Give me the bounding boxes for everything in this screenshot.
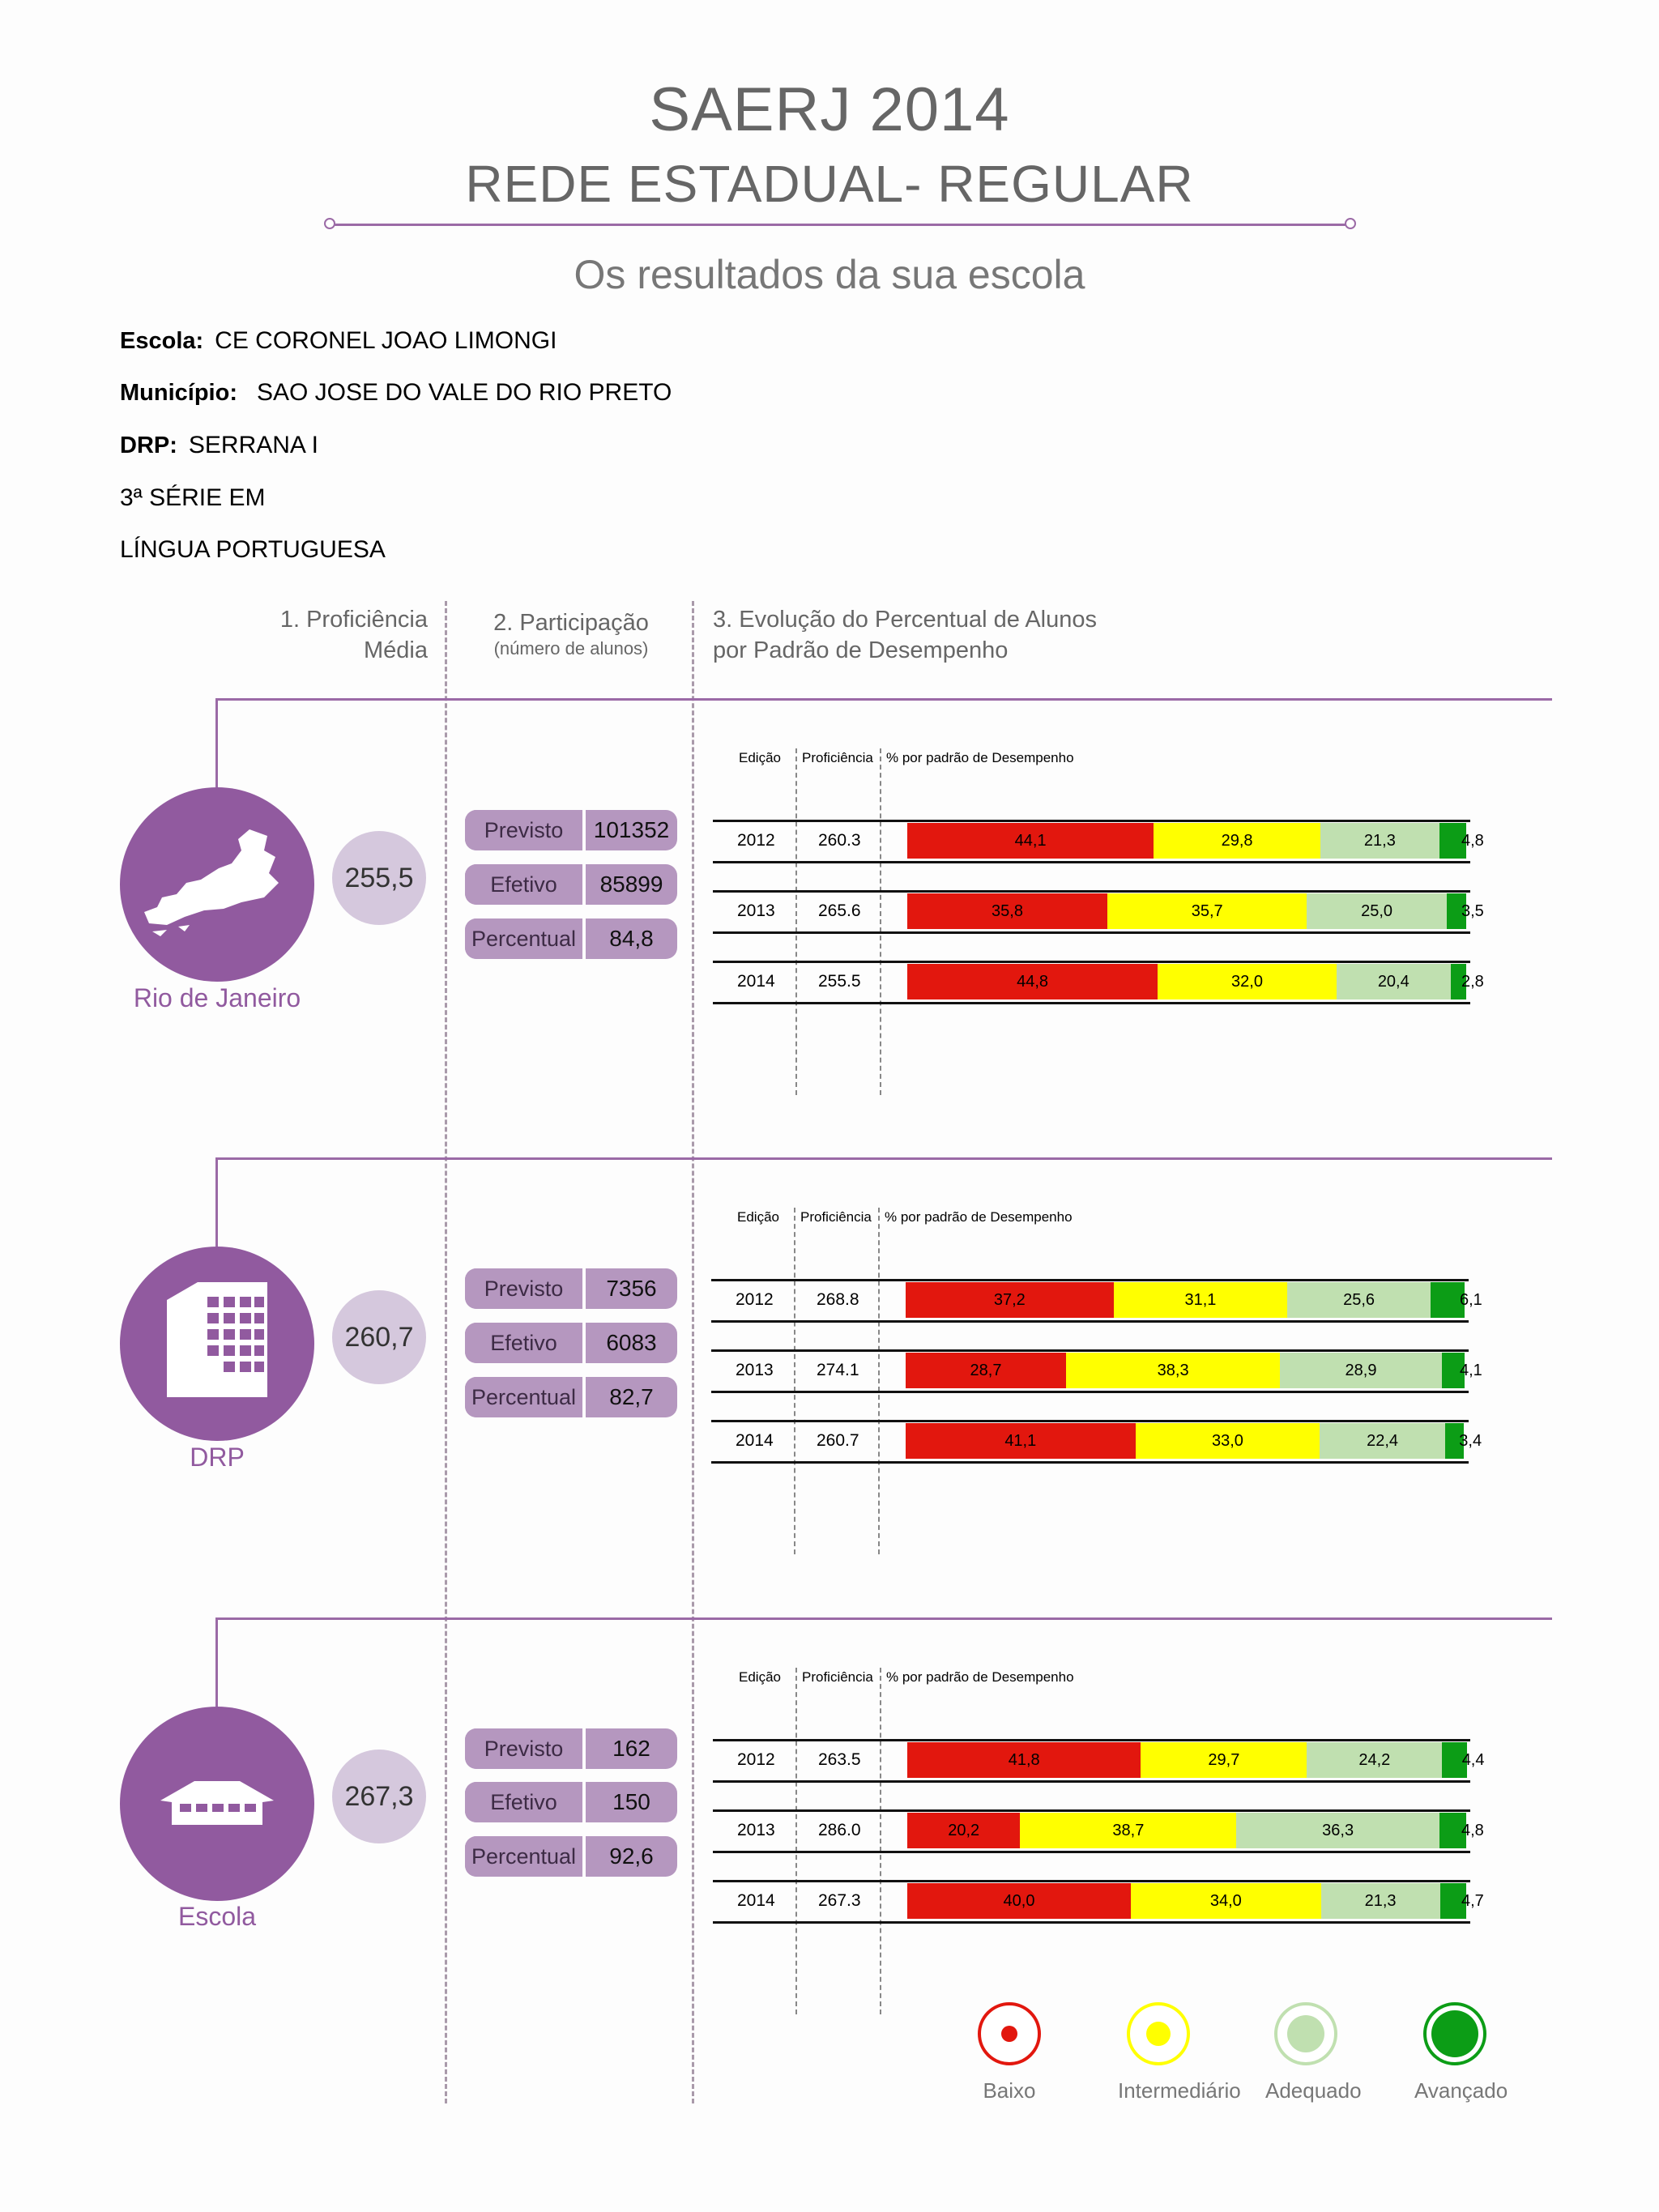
school-icon bbox=[120, 1707, 314, 1901]
row-top-line bbox=[711, 1420, 1469, 1422]
bar-segment-avancado bbox=[1445, 1423, 1482, 1459]
bar-label-adequado: 36,3 bbox=[1322, 1821, 1354, 1839]
row-bottom-line bbox=[713, 1851, 1470, 1853]
section-title: Os resultados da sua escola bbox=[574, 252, 1085, 297]
rio-proficiencia: 255,5 bbox=[332, 831, 426, 925]
legend-avancado-label: Avançado bbox=[1414, 2078, 1508, 2103]
drp-circle bbox=[120, 1247, 314, 1441]
bar-label-avancado: 4,8 bbox=[1461, 831, 1484, 850]
bar-segment-avancado bbox=[1439, 1813, 1484, 1848]
row-edicao: 2013 bbox=[737, 901, 775, 920]
rio-previsto bbox=[465, 810, 677, 850]
section-escola-connector bbox=[215, 1617, 218, 1707]
row-bottom-line bbox=[711, 1391, 1469, 1393]
chart-header-pct: % por padrão de Desempenho bbox=[885, 1209, 1073, 1225]
row-bottom-line bbox=[713, 1921, 1470, 1924]
chart-header-proficiencia: Proficiência bbox=[802, 1669, 873, 1685]
escola-previsto-label: Previsto bbox=[465, 1728, 582, 1769]
bar-label-avancado: 2,8 bbox=[1461, 972, 1484, 991]
municipio-value: SAO JOSE DO VALE DO RIO PRETO bbox=[256, 379, 672, 406]
row-bottom-line bbox=[711, 1320, 1469, 1323]
bar-segment-intermediario bbox=[1141, 1742, 1307, 1778]
escola-previsto bbox=[465, 1728, 677, 1769]
escola-circle bbox=[120, 1707, 314, 1901]
bar-label-avancado: 4,8 bbox=[1461, 1821, 1484, 1839]
column-separator-1 bbox=[445, 601, 447, 2103]
drp-previsto-label: Previsto bbox=[465, 1268, 582, 1309]
escola-percentual-label: Percentual bbox=[465, 1836, 582, 1877]
bar-label-avancado: 6,1 bbox=[1459, 1290, 1482, 1309]
bar-label-baixo: 20,2 bbox=[948, 1821, 980, 1839]
info-serie: 3ª SÉRIE EM bbox=[120, 484, 266, 511]
row-bottom-line bbox=[711, 1461, 1469, 1464]
section-rio-topline bbox=[215, 698, 1552, 701]
drp-value: SERRANA I bbox=[188, 432, 318, 458]
bar-label-intermediario: 33,0 bbox=[1211, 1431, 1243, 1450]
row-top-line bbox=[713, 961, 1470, 963]
bar-segment-avancado bbox=[1442, 1353, 1482, 1388]
baixo-icon bbox=[978, 2002, 1041, 2065]
rio-percentual-label: Percentual bbox=[465, 918, 582, 959]
col2-header-line2: (número de alunos) bbox=[493, 638, 649, 658]
bar-segment-baixo bbox=[907, 823, 1154, 859]
bar-label-intermediario: 32,0 bbox=[1231, 972, 1263, 991]
row-edicao: 2014 bbox=[737, 972, 775, 991]
row-edicao: 2013 bbox=[737, 1821, 775, 1839]
escola-percentual-value: 92,6 bbox=[609, 1843, 654, 1869]
bar-segment-baixo bbox=[907, 1883, 1131, 1919]
bar-segment-adequado bbox=[1236, 1813, 1439, 1848]
row-edicao: 2013 bbox=[736, 1361, 774, 1379]
bar-label-baixo: 44,1 bbox=[1014, 831, 1047, 850]
row-top-line bbox=[711, 1279, 1469, 1281]
adequado-icon bbox=[1274, 2002, 1337, 2065]
rio-efetivo bbox=[465, 864, 677, 905]
drp-label: DRP bbox=[190, 1443, 245, 1472]
chart-header-proficiencia: Proficiência bbox=[800, 1209, 872, 1225]
section-rio-connector bbox=[215, 698, 218, 787]
row-proficiencia: 286.0 bbox=[818, 1821, 861, 1839]
col1-header bbox=[243, 604, 428, 666]
chart-dash-2 bbox=[880, 1668, 881, 2014]
chart-header-edicao: Edição bbox=[737, 1209, 779, 1225]
bar-segment-intermediario bbox=[1136, 1423, 1320, 1459]
drp-percentual-value: 82,7 bbox=[609, 1384, 654, 1409]
col2-header bbox=[470, 607, 672, 659]
rio-efetivo-value: 85899 bbox=[599, 872, 663, 897]
drp-percentual-label: Percentual bbox=[465, 1377, 582, 1417]
info-disciplina: LÍNGUA PORTUGUESA bbox=[120, 536, 386, 563]
bar-segment-baixo bbox=[907, 893, 1107, 929]
escola-performance-chart bbox=[713, 1664, 1491, 2021]
bar-segment-intermediario bbox=[1066, 1353, 1280, 1388]
escola-label: Escola bbox=[177, 1902, 257, 1931]
drp-efetivo-label: Efetivo bbox=[465, 1323, 582, 1363]
bar-label-baixo: 41,1 bbox=[1004, 1431, 1037, 1450]
bar-segment-avancado bbox=[1440, 1883, 1484, 1919]
drp-proficiencia: 260,7 bbox=[332, 1290, 426, 1384]
row-proficiencia: 260.3 bbox=[818, 831, 861, 850]
bar-label-baixo: 35,8 bbox=[992, 901, 1023, 920]
rio-previsto-value: 101352 bbox=[593, 817, 670, 842]
legend-intermediario-label: Intermediário bbox=[1118, 2078, 1241, 2103]
legend-intermediario bbox=[1118, 2002, 1241, 2103]
drp-efetivo bbox=[465, 1323, 677, 1363]
bar-segment-adequado bbox=[1320, 823, 1439, 859]
bar-label-baixo: 41,8 bbox=[1008, 1750, 1040, 1769]
row-top-line bbox=[713, 1880, 1470, 1882]
drp-previsto-value: 7356 bbox=[606, 1276, 657, 1301]
chart-header-pct: % por padrão de Desempenho bbox=[886, 750, 1074, 765]
row-proficiencia: 255.5 bbox=[818, 972, 861, 991]
escola-proficiencia: 267,3 bbox=[332, 1750, 426, 1843]
bar-label-adequado: 28,9 bbox=[1345, 1361, 1377, 1379]
escola-efetivo bbox=[465, 1782, 677, 1822]
row-proficiencia: 265.6 bbox=[818, 901, 861, 920]
bar-label-intermediario: 31,1 bbox=[1184, 1290, 1217, 1309]
bar-segment-intermediario bbox=[1154, 823, 1320, 859]
chart-dash-1 bbox=[795, 748, 797, 1095]
bar-segment-adequado bbox=[1307, 893, 1447, 929]
row-top-line bbox=[711, 1349, 1469, 1352]
row-bottom-line bbox=[713, 931, 1470, 934]
bar-label-avancado: 4,7 bbox=[1461, 1891, 1484, 1910]
section-escola-topline bbox=[215, 1617, 1552, 1620]
bar-label-baixo: 37,2 bbox=[993, 1290, 1026, 1309]
rio-percentual-value: 84,8 bbox=[609, 926, 654, 951]
bar-label-adequado: 22,4 bbox=[1367, 1431, 1399, 1450]
drp-efetivo-value: 6083 bbox=[606, 1330, 657, 1355]
bar-segment-intermediario bbox=[1020, 1813, 1236, 1848]
chart-header-edicao: Edição bbox=[739, 750, 781, 765]
title-divider bbox=[331, 224, 1351, 226]
avancado-icon bbox=[1423, 2002, 1486, 2065]
bar-label-adequado: 24,2 bbox=[1358, 1750, 1391, 1769]
info-escola bbox=[120, 327, 557, 355]
bar-label-intermediario: 29,8 bbox=[1221, 831, 1253, 850]
row-top-line bbox=[713, 820, 1470, 822]
bar-segment-baixo bbox=[907, 964, 1158, 999]
col3-header-line2: por Padrão de Desempenho bbox=[713, 637, 1009, 663]
row-proficiencia: 274.1 bbox=[817, 1361, 859, 1379]
row-bottom-line bbox=[713, 1780, 1470, 1783]
legend-avancado bbox=[1414, 2002, 1508, 2103]
row-bottom-line bbox=[713, 861, 1470, 863]
bar-label-adequado: 21,3 bbox=[1363, 831, 1396, 850]
rio-circle bbox=[120, 787, 314, 982]
intermediario-icon bbox=[1127, 2002, 1190, 2065]
col3-header bbox=[713, 604, 1097, 666]
rio-efetivo-label: Efetivo bbox=[465, 864, 582, 905]
row-top-line bbox=[713, 890, 1470, 893]
col1-header-line1: 1. Proficiência bbox=[279, 607, 428, 633]
bar-segment-baixo bbox=[906, 1353, 1066, 1388]
bar-segment-baixo bbox=[906, 1423, 1136, 1459]
bar-label-avancado: 3,4 bbox=[1459, 1431, 1482, 1450]
row-edicao: 2014 bbox=[736, 1431, 774, 1450]
legend-baixo bbox=[969, 2002, 1050, 2103]
bar-segment-intermediario bbox=[1158, 964, 1337, 999]
bar-segment-avancado bbox=[1439, 823, 1484, 859]
bar-label-avancado: 4,1 bbox=[1459, 1361, 1482, 1379]
bar-segment-intermediario bbox=[1114, 1282, 1288, 1318]
bar-segment-adequado bbox=[1280, 1353, 1441, 1388]
escola-label: Escola: bbox=[120, 328, 204, 354]
drp-label: DRP: bbox=[120, 433, 177, 458]
column-separator-2 bbox=[692, 601, 694, 2103]
bar-label-intermediario: 35,7 bbox=[1191, 901, 1223, 920]
rio-previsto-label: Previsto bbox=[465, 810, 582, 850]
row-top-line bbox=[713, 1739, 1470, 1741]
legend-adequado bbox=[1265, 2002, 1362, 2103]
rio-de-janeiro-map-icon bbox=[120, 787, 314, 982]
legend-baixo-label: Baixo bbox=[983, 2078, 1036, 2103]
chart-dash-1 bbox=[794, 1208, 795, 1554]
escola-efetivo-value: 150 bbox=[612, 1789, 650, 1814]
bar-segment-baixo bbox=[906, 1282, 1114, 1318]
building-icon bbox=[120, 1247, 314, 1441]
escola-previsto-value: 162 bbox=[612, 1736, 650, 1761]
section-drp-connector bbox=[215, 1157, 218, 1247]
bar-segment-baixo bbox=[907, 1742, 1141, 1778]
bar-segment-adequado bbox=[1320, 1423, 1445, 1459]
info-municipio bbox=[120, 379, 672, 407]
rio-percentual bbox=[465, 918, 677, 959]
bar-label-baixo: 28,7 bbox=[970, 1361, 1002, 1379]
info-drp bbox=[120, 432, 318, 459]
bar-label-intermediario: 29,7 bbox=[1208, 1750, 1240, 1769]
bar-segment-adequado bbox=[1337, 964, 1451, 999]
chart-header-edicao: Edição bbox=[739, 1669, 781, 1685]
row-proficiencia: 260.7 bbox=[817, 1431, 859, 1450]
bar-label-adequado: 25,6 bbox=[1343, 1290, 1375, 1309]
bar-label-intermediario: 34,0 bbox=[1209, 1891, 1242, 1910]
row-bottom-line bbox=[713, 1002, 1470, 1004]
row-top-line bbox=[713, 1809, 1470, 1812]
rio-label: Rio de Janeiro bbox=[133, 983, 301, 1012]
chart-dash-2 bbox=[878, 1208, 880, 1554]
bar-segment-intermediario bbox=[1131, 1883, 1321, 1919]
bar-label-adequado: 20,4 bbox=[1377, 972, 1410, 991]
chart-dash-1 bbox=[795, 1668, 797, 2014]
chart-header-pct: % por padrão de Desempenho bbox=[886, 1669, 1074, 1685]
bar-segment-intermediario bbox=[1107, 893, 1307, 929]
col1-header-line2: Média bbox=[364, 637, 428, 663]
bar-segment-avancado bbox=[1447, 893, 1484, 929]
legend-adequado-label: Adequado bbox=[1265, 2078, 1362, 2103]
bar-label-avancado: 3,5 bbox=[1461, 901, 1484, 920]
row-proficiencia: 267.3 bbox=[818, 1891, 861, 1910]
bar-segment-avancado bbox=[1451, 964, 1484, 999]
drp-previsto bbox=[465, 1268, 677, 1309]
row-proficiencia: 263.5 bbox=[818, 1750, 861, 1769]
bar-segment-adequado bbox=[1307, 1742, 1442, 1778]
row-edicao: 2012 bbox=[737, 1750, 775, 1769]
escola-value: CE CORONEL JOAO LIMONGI bbox=[215, 327, 557, 354]
municipio-label: Município: bbox=[120, 380, 237, 406]
report-subtitle: REDE ESTADUAL- REGULAR bbox=[465, 155, 1194, 213]
drp-performance-chart bbox=[711, 1204, 1489, 1561]
row-edicao: 2012 bbox=[736, 1290, 774, 1309]
section-drp-topline bbox=[215, 1157, 1552, 1160]
escola-percentual bbox=[465, 1836, 677, 1877]
chart-dash-2 bbox=[880, 748, 881, 1095]
bar-segment-avancado bbox=[1431, 1282, 1482, 1318]
bar-label-adequado: 25,0 bbox=[1361, 901, 1393, 920]
bar-label-intermediario: 38,3 bbox=[1157, 1361, 1189, 1379]
bar-label-intermediario: 38,7 bbox=[1112, 1821, 1145, 1839]
bar-label-baixo: 40,0 bbox=[1003, 1891, 1035, 1910]
row-edicao: 2012 bbox=[737, 831, 775, 850]
divider-dot-right bbox=[1345, 218, 1356, 229]
bar-segment-baixo bbox=[907, 1813, 1020, 1848]
bar-label-adequado: 21,3 bbox=[1364, 1891, 1397, 1910]
col2-header-line1: 2. Participação bbox=[493, 610, 649, 636]
bar-segment-adequado bbox=[1321, 1883, 1440, 1919]
drp-percentual bbox=[465, 1377, 677, 1417]
row-proficiencia: 268.8 bbox=[817, 1290, 859, 1309]
col3-header-line1: 3. Evolução do Percentual de Alunos bbox=[713, 607, 1097, 633]
escola-efetivo-label: Efetivo bbox=[465, 1782, 582, 1822]
bar-label-avancado: 4,4 bbox=[1461, 1750, 1485, 1769]
bar-segment-adequado bbox=[1287, 1282, 1431, 1318]
chart-header-proficiencia: Proficiência bbox=[802, 750, 873, 765]
report-title: SAERJ 2014 bbox=[649, 75, 1010, 144]
row-edicao: 2014 bbox=[737, 1891, 775, 1910]
bar-segment-avancado bbox=[1442, 1742, 1485, 1778]
rio-performance-chart bbox=[713, 745, 1491, 1102]
bar-label-baixo: 44,8 bbox=[1017, 972, 1049, 991]
divider-dot-left bbox=[324, 218, 335, 229]
